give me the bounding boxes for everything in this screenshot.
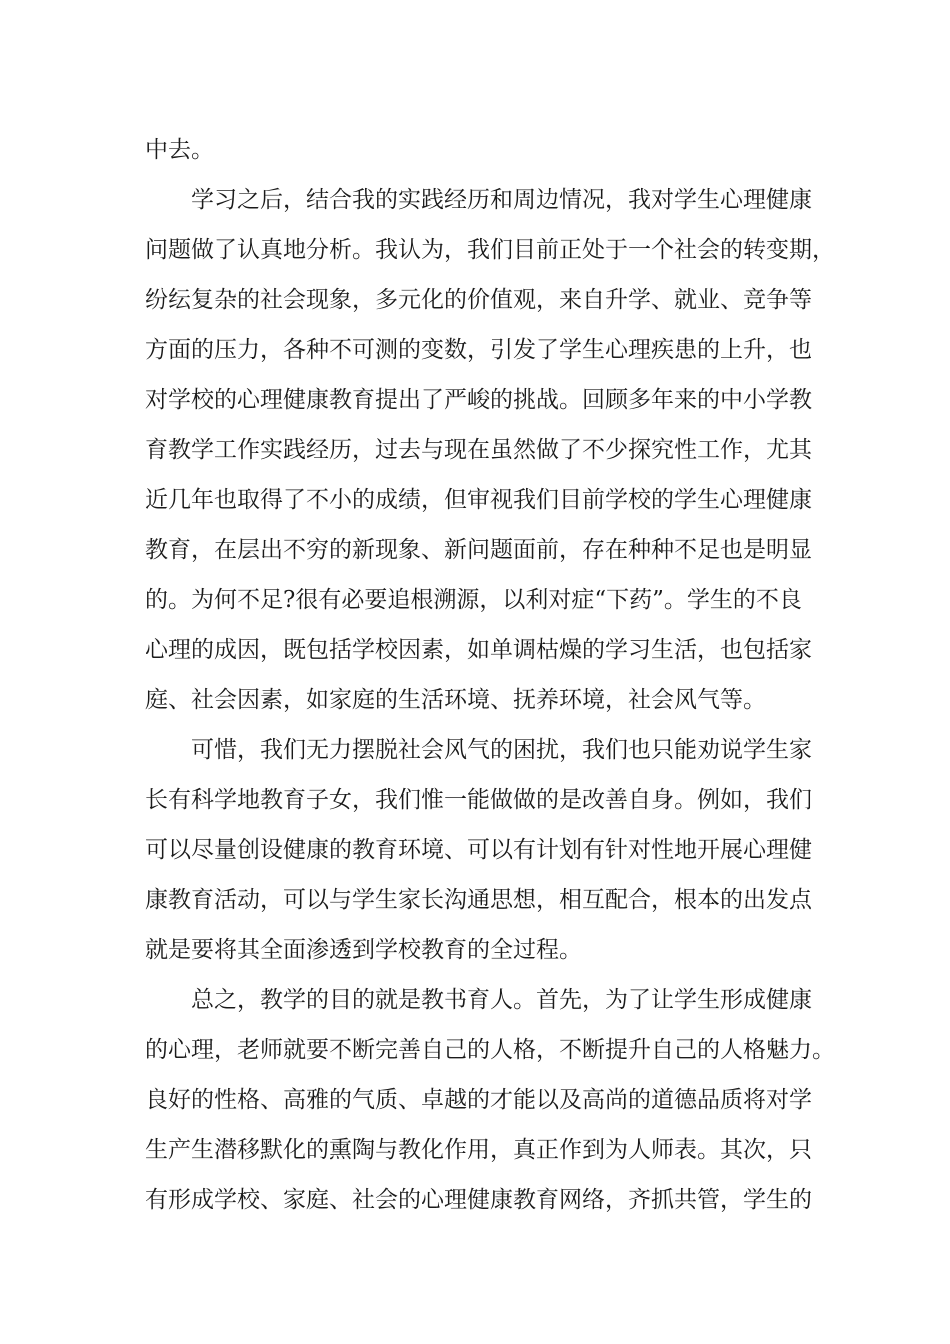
- text-line: 有形成学校、家庭、社会的心理健康教育网络，齐抓共管，学生的: [145, 1187, 812, 1213]
- body-text: [145, 125, 835, 1225]
- text-line: 问题做了认真地分析。我认为，我们目前正处于一个社会的转变期，: [145, 237, 835, 263]
- paragraph-first-line: 学习之后，结合我的实践经历和周边情况，我对学生心理健康: [191, 187, 812, 213]
- text-line: 庭、社会因素，如家庭的生活环境、抚养环境，社会风气等。: [145, 687, 766, 713]
- text-line: 康教育活动，可以与学生家长沟通思想，相互配合，根本的出发点: [145, 887, 812, 913]
- text-line: 教育，在层出不穷的新现象、新问题面前，存在种种不足也是明显: [145, 537, 812, 563]
- text-line: 就是要将其全面渗透到学校教育的全过程。: [145, 937, 582, 963]
- text-line: 的。为何不足?很有必要追根溯源，以利对症“下药”。学生的不良: [145, 587, 802, 613]
- text-line: 生产生潜移默化的熏陶与教化作用，真正作到为人师表。其次，只: [145, 1137, 812, 1163]
- text-line: 良好的性格、高雅的气质、卓越的才能以及高尚的道德品质将对学: [145, 1087, 812, 1113]
- text-line: 中去。: [145, 137, 214, 163]
- paragraph-first-line: 总之，教学的目的就是教书育人。首先，为了让学生形成健康: [191, 987, 812, 1013]
- text-line: 对学校的心理健康教育提出了严峻的挑战。回顾多年来的中小学教: [145, 387, 812, 413]
- text-line: 长有科学地教育子女，我们惟一能做做的是改善自身。例如，我们: [145, 787, 812, 813]
- text-line: 的心理，老师就要不断完善自己的人格，不断提升自己的人格魅力。: [145, 1037, 835, 1063]
- text-line: 近几年也取得了不小的成绩，但审视我们目前学校的学生心理健康: [145, 487, 812, 513]
- text-line: 可以尽量创设健康的教育环境、可以有计划有针对性地开展心理健: [145, 837, 812, 863]
- text-line: 育教学工作实践经历，过去与现在虽然做了不少探究性工作，尤其: [145, 437, 812, 463]
- text-line: 方面的压力，各种不可测的变数，引发了学生心理疾患的上升，也: [145, 337, 812, 363]
- text-line: 纷纭复杂的社会现象，多元化的价值观，来自升学、就业、竞争等: [145, 287, 812, 313]
- text-line: 心理的成因，既包括学校因素，如单调枯燥的学习生活，也包括家: [145, 637, 812, 663]
- paragraph-first-line: 可惜，我们无力摆脱社会风气的困扰，我们也只能劝说学生家: [191, 737, 812, 763]
